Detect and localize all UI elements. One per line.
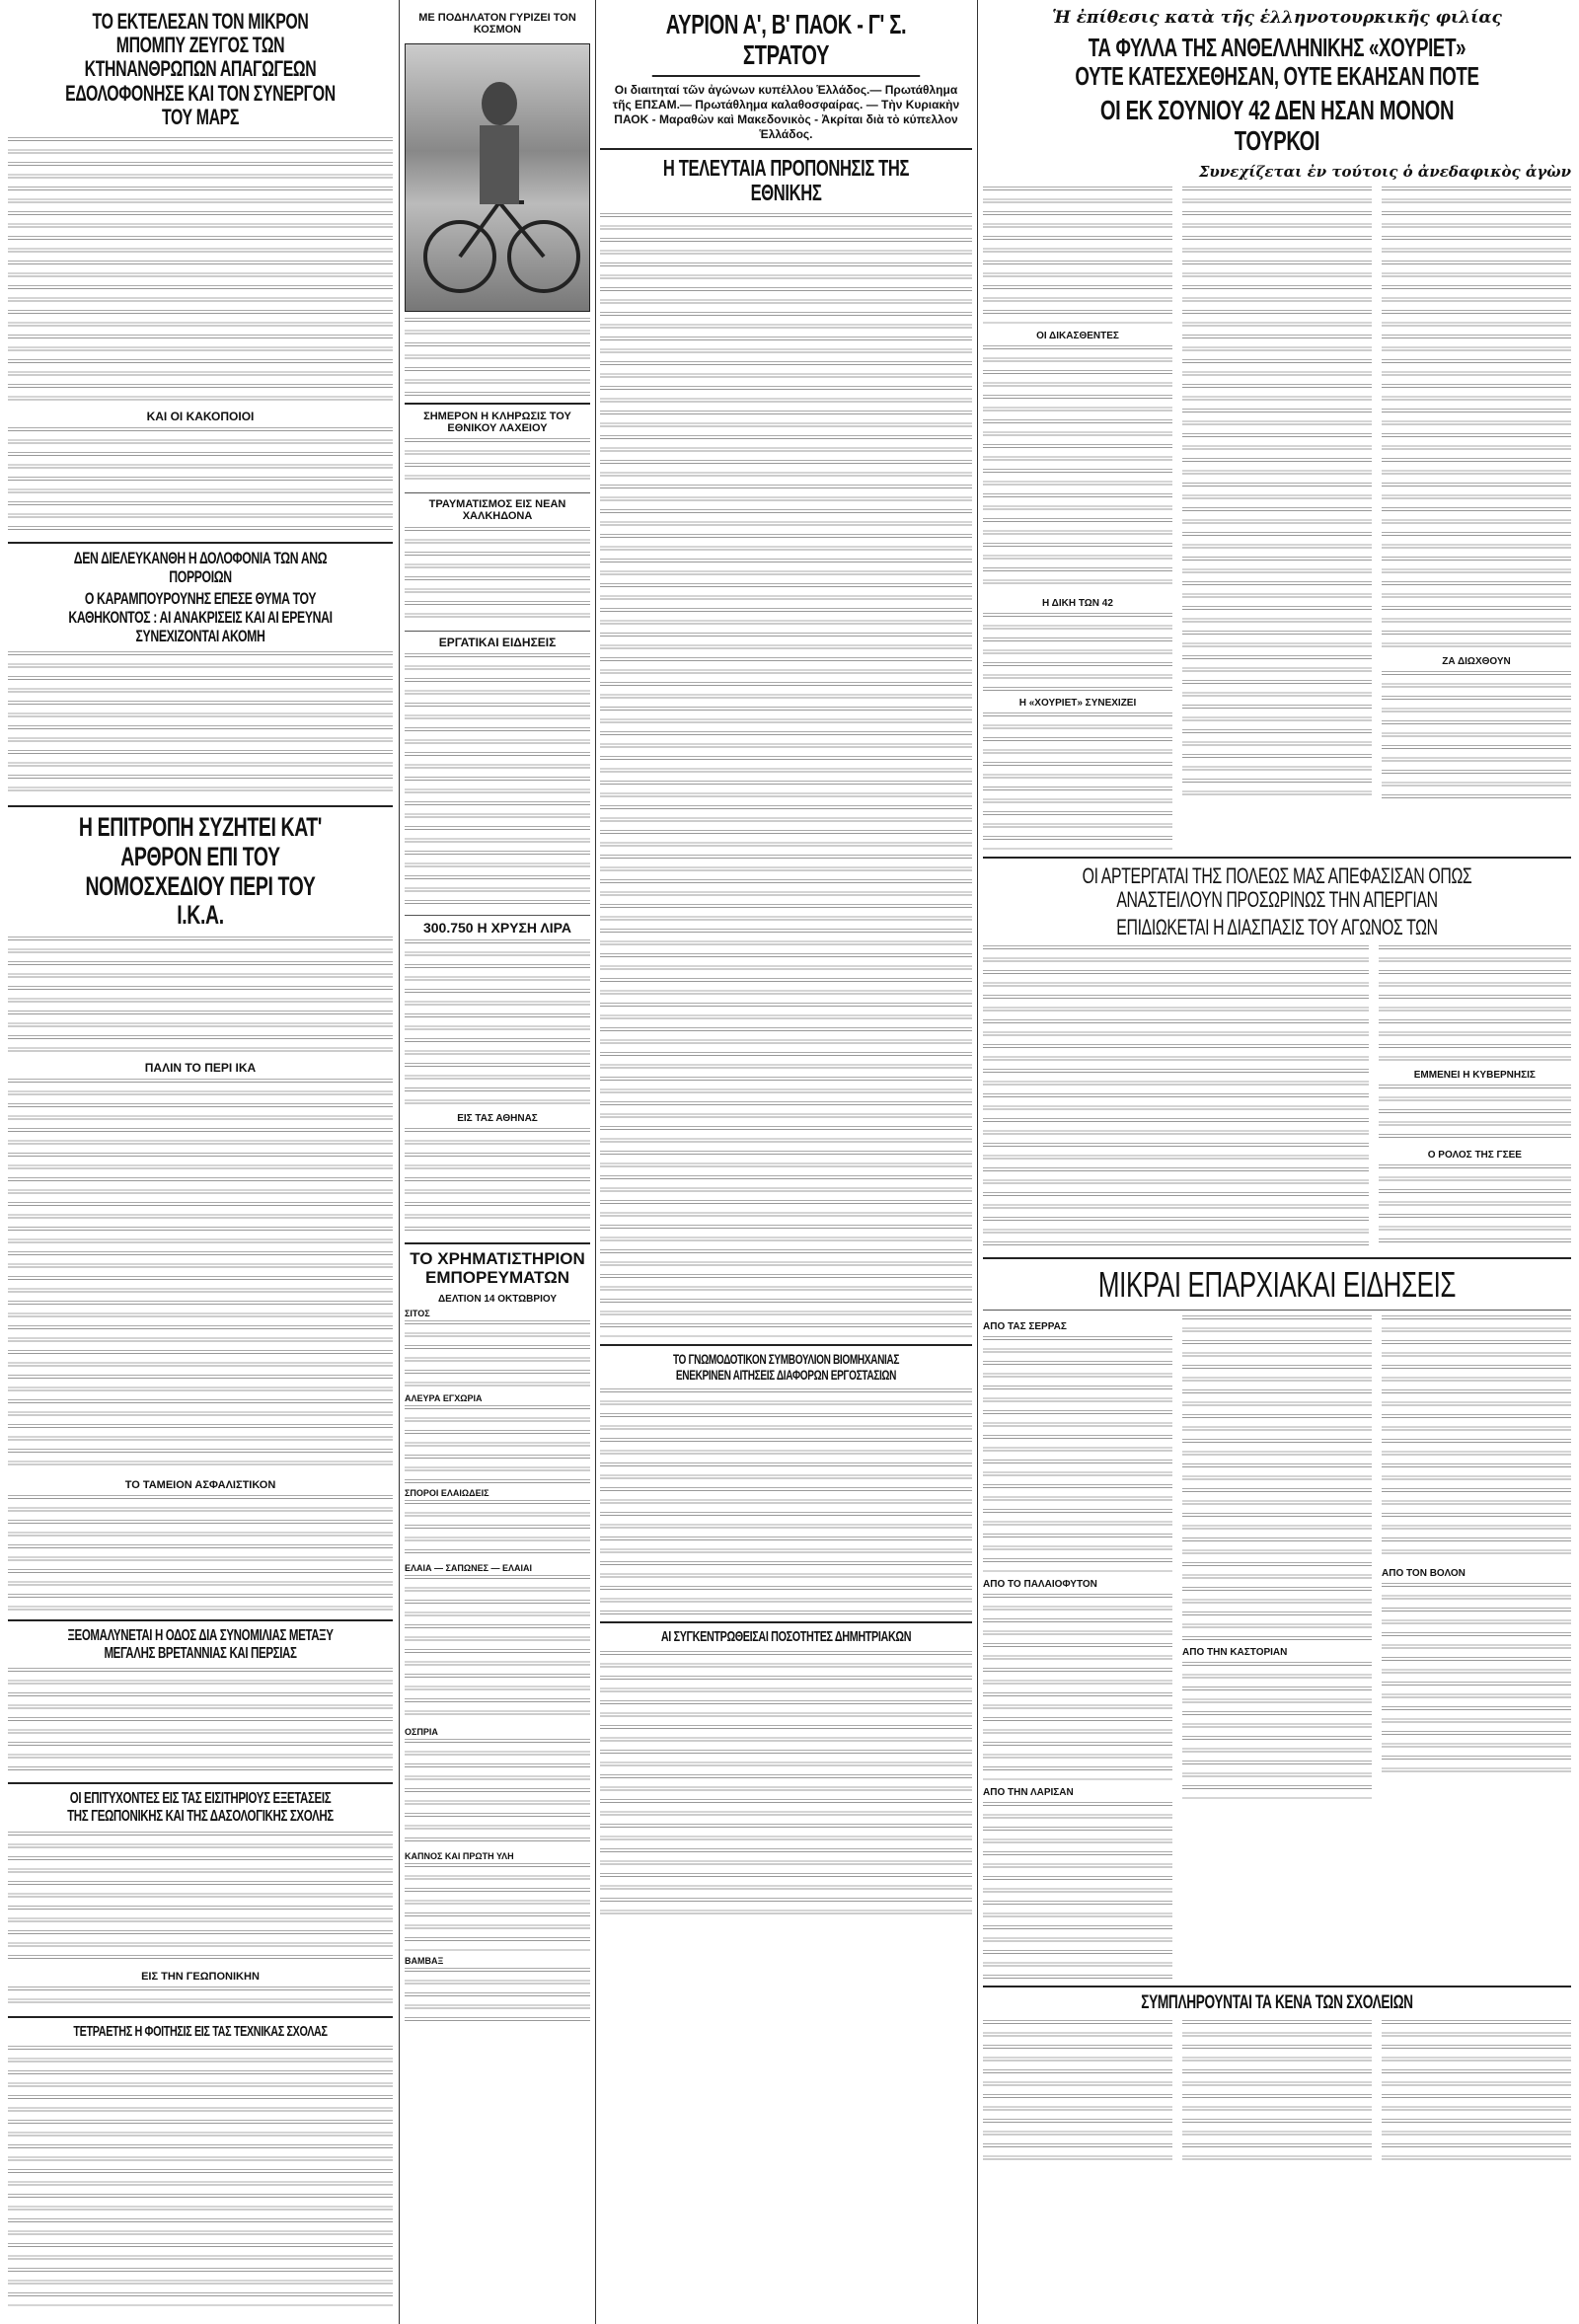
column-rule bbox=[977, 0, 978, 2324]
article-text bbox=[600, 213, 972, 1338]
article-text bbox=[8, 1668, 393, 1776]
article-text bbox=[8, 1832, 393, 1965]
market-table-rows bbox=[405, 1968, 590, 2027]
divider bbox=[405, 1242, 590, 1244]
headline-exams: ΟΙ ΕΠΙΤΥΧΟΝΤΕΣ ΕΙΣ ΤΑΣ ΕΙΣΙΤΗΡΙΟΥΣ ΕΞΕΤΑΣΕΙΣ ΤΗΣ ΓΕΩΠΟΝΙΚΗΣ ΚΑΙ ΤΗΣ ΔΑΣΟΛΟΓΙΚΗΣ ΣΧΟΛΗΣ bbox=[67, 1790, 334, 1825]
divider bbox=[405, 915, 590, 916]
region-heading: ΑΠΟ ΤΑΣ ΣΕΡΡΑΣ bbox=[983, 1320, 1067, 1332]
article-text bbox=[405, 653, 590, 910]
subhead: ΠΑΛΙΝ ΤΟ ΠΕΡΙ ΙΚΑ bbox=[144, 1061, 257, 1076]
article-text bbox=[600, 1651, 972, 1917]
divider bbox=[8, 1782, 393, 1784]
subhead: ΖΑ ΔΙΩΧΘΟΥΝ bbox=[1442, 655, 1511, 667]
column-1 bbox=[8, 0, 393, 2307]
headline-bakers-sub: ΕΠΙΔΙΩΚΕΤΑΙ Η ΔΙΑΣΠΑΣΙΣ ΤΟΥ ΑΓΩΝΟΣ ΤΩΝ bbox=[1116, 915, 1438, 940]
cyclist-icon bbox=[406, 44, 589, 309]
article-text bbox=[405, 939, 590, 1107]
market-table-title: ΑΛΕΥΡΑ ΕΓΧΩΡΙΑ bbox=[405, 1392, 483, 1403]
headline-bakers: ΟΙ ΑΡΤΕΡΓΑΤΑΙ ΤΗΣ ΠΟΛΕΩΣ ΜΑΣ ΑΠΕΦΑΣΙΣΑΝ ΟΠΩΣ ΑΝΑΣΤΕΙΛΟΥΝ ΠΡΟΣΩΡΙΝΩΣ ΤΗΝ ΑΠΕΡΓΙΑΝ bbox=[1082, 862, 1472, 912]
schools-article bbox=[983, 2020, 1571, 2168]
headline-bobby: ΤΟ ΕΚΤΕΛΕΣΑΝ ΤΟΝ ΜΙΚΡΟΝ ΜΠΟΜΠΥ ΖΕΥΓΟΣ ΤΩΝ ΚΤΗΝΑΝΘΡΩΠΩΝ ΑΠΑΓΩΓΕΩΝ ΕΔΟΛΟΦΟΝΗΣΕ ΚΑΙ ΤΟΝ ΣΥΝΕΡΓΟΝ ΤΟΥ ΜΑΡΣ bbox=[65, 9, 336, 129]
article-text bbox=[405, 527, 590, 626]
subhead: ΤΟ ΤΑΜΕΙΟΝ ΑΣΦΑΛΙΣΤΙΚΟΝ bbox=[124, 1479, 276, 1492]
cyclist-photo bbox=[405, 43, 590, 312]
photo-caption-text bbox=[405, 318, 590, 397]
article-text bbox=[8, 1495, 393, 1613]
divider bbox=[405, 631, 590, 632]
market-table-rows bbox=[405, 1500, 590, 1559]
market-table-rows bbox=[405, 1575, 590, 1723]
divider bbox=[983, 1986, 1571, 1987]
provincial-news bbox=[983, 1315, 1571, 1980]
bakers-article bbox=[983, 945, 1571, 1251]
column-2 bbox=[405, 0, 590, 2027]
market-table-rows bbox=[405, 1405, 590, 1484]
article-text bbox=[8, 137, 393, 404]
market-table-title: ΚΑΠΝΟΣ ΚΑΙ ΠΡΩΤΗ ΥΛΗ bbox=[405, 1850, 514, 1861]
subhead: ΔΕΛΤΙΟΝ 14 ΟΚΤΩΒΡΙΟΥ bbox=[437, 1293, 558, 1305]
column-rule bbox=[595, 0, 596, 2324]
article-text bbox=[8, 427, 393, 536]
article-column bbox=[1382, 187, 1571, 851]
headline-labor-news: ΕΡΓΑΤΙΚΑΙ ΕΙΔΗΣΕΙΣ bbox=[438, 635, 557, 649]
deck-hurriyet: Συνεχίζεται ἐν τούτοις ὁ ἀνεδαφικὸς ἀγὼν bbox=[1198, 162, 1571, 181]
divider bbox=[405, 403, 590, 405]
divider bbox=[983, 1310, 1571, 1311]
article-text bbox=[8, 937, 393, 1055]
divider bbox=[983, 1257, 1571, 1259]
headline-schools: ΣΥΜΠΛΗΡΟΥΝΤΑΙ ΤΑ ΚΕΝΑ ΤΩΝ ΣΧΟΛΕΙΩΝ bbox=[1141, 1991, 1413, 2013]
market-table-title: ΣΠΟΡΟΙ ΕΛΑΙΩΔΕΙΣ bbox=[405, 1487, 489, 1498]
market-table-title: ΒΑΜΒΑΞ bbox=[405, 1955, 444, 1966]
article-column bbox=[983, 187, 1172, 851]
headline-gold-pound: 300.750 Η ΧΡΥΣΗ ΛΙΡΑ bbox=[422, 919, 572, 936]
market-tables bbox=[405, 1309, 590, 2027]
subhead: Η «ΧΟΥΡΙΕΤ» ΣΥΝΕΧΙΖΕΙ bbox=[1018, 697, 1137, 709]
article-text bbox=[8, 2046, 393, 2307]
subhead: ΕΙΣ ΤΑΣ ΑΘΗΝΑΣ bbox=[457, 1113, 538, 1125]
headline-industry-council: ΤΟ ΓΝΩΜΟΔΟΤΙΚΟΝ ΣΥΜΒΟΥΛΙΟΝ ΒΙΟΜΗΧΑΝΙΑΣ ΕΝΕΚΡΙΝΕΝ ΑΙΤΗΣΕΙΣ ΔΙΑΦΟΡΩΝ ΕΡΓΟΣΤΑΣΙΩΝ bbox=[672, 1351, 900, 1383]
divider bbox=[600, 1344, 972, 1346]
subhead: ΕΙΣ ΤΗΝ ΓΕΩΠΟΝΙΚΗΝ bbox=[141, 1970, 260, 1983]
market-table-title: ΟΣΠΡΙΑ bbox=[405, 1726, 438, 1737]
column-rule bbox=[399, 0, 400, 2324]
sports-deck: Οι διαιτηταί τῶν ἀγώνων κυπέλλου Ἑλλάδος.— Πρωτάθλημα τῆς ΕΠΣΑΜ.— Πρωτάθλημα καλαθοσφαίρας. — Τὴν Κυριακὴν ΠΑΟΚ - Μαραθὼν καὶ Μακεδονικὸς - Ἀκρίται διὰ τὸ κύπελλον Ἑλλάδος. bbox=[612, 82, 960, 141]
divider bbox=[983, 857, 1571, 859]
column-3 bbox=[600, 0, 972, 1917]
headline-murder: ΔΕΝ ΔΙΕΛΕΥΚΑΝΘΗ Η ΔΟΛΟΦΟΝΙΑ ΤΩΝ ΑΝΩ ΠΟΡΡΟΙΩΝ bbox=[73, 548, 328, 586]
market-table-rows bbox=[405, 1320, 590, 1389]
market-table-rows bbox=[405, 1739, 590, 1847]
subhead: ΕΜΜΕΝΕΙ Η ΚΥΒΕΡΝΗΣΙΣ bbox=[1413, 1070, 1536, 1082]
article-text bbox=[405, 438, 590, 487]
subhead: ΟΙ ΔΙΚΑΣΘΕΝΤΕΣ bbox=[1036, 330, 1119, 341]
article-text bbox=[405, 1128, 590, 1237]
divider bbox=[8, 2016, 393, 2018]
divider bbox=[600, 148, 972, 150]
divider bbox=[600, 1621, 972, 1623]
article-text bbox=[8, 651, 393, 799]
article-text bbox=[8, 1987, 393, 2010]
divider bbox=[8, 1619, 393, 1621]
headline-paok: ΑΥΡΙΟΝ Α', Β' ΠΑΟΚ - Γ' Σ. ΣΤΡΑΤΟΥ bbox=[652, 10, 920, 77]
subhead: Ο ΡΟΛΟΣ ΤΗΣ ΓΣΕΕ bbox=[1427, 1150, 1522, 1162]
hurriyet-article bbox=[983, 187, 1571, 851]
photo-caption-title: ΜΕ ΠΟΔΗΛΑΤΟΝ ΓΥΡΙΖΕΙ ΤΟΝ ΚΟΣΜΟΝ bbox=[418, 12, 576, 37]
subhead: ΚΑΙ ΟΙ ΚΑΚΟΠΟΙΟΙ bbox=[146, 409, 255, 423]
region-heading: ΑΠΟ ΤΗΝ ΛΑΡΙΣΑΝ bbox=[983, 1786, 1074, 1798]
divider bbox=[8, 805, 393, 807]
headline-commodity-exchange: ΤΟ ΧΡΗΜΑΤΙΣΤΗΡΙΟΝ ΕΜΠΟΡΕΥΜΑΤΩΝ bbox=[410, 1249, 585, 1287]
region-heading: ΑΠΟ ΤΟ ΠΑΛΑΙΟΦΥΤΟΝ bbox=[983, 1578, 1097, 1590]
divider bbox=[8, 542, 393, 544]
headline-cereals: ΑΙ ΣΥΓΚΕΝΤΡΩΘΕΙΣΑΙ ΠΟΣΟΤΗΤΕΣ ΔΗΜΗΤΡΙΑΚΩΝ bbox=[660, 1627, 912, 1645]
headline-hurriyet: ΤΑ ΦΥΛΛΑ ΤΗΣ ΑΝΘΕΛΛΗΝΙΚΗΣ «ΧΟΥΡΙΕΤ» ΟΥΤΕ ΚΑΤΕΣΧΕΘΗΣΑΝ, ΟΥΤΕ ΕΚΑΗΣΑΝ ΠΟΤΕ bbox=[1075, 33, 1479, 91]
article-text bbox=[8, 1079, 393, 1473]
headline-injury: ΤΡΑΥΜΑΤΙΣΜΟΣ ΕΙΣ ΝΕΑΝ ΧΑΛΚΗΔΟΝΑ bbox=[428, 498, 566, 523]
headline-britain-persia: ΞΕΟΜΑΛΥΝΕΤΑΙ Η ΟΔΟΣ ΔΙΑ ΣΥΝΟΜΙΛΙΑΣ ΜΕΤΑΞΥ ΜΕΓΑΛΗΣ ΒΡΕΤΑΝΝΙΑΣ ΚΑΙ ΠΕΡΣΙΑΣ bbox=[67, 1627, 334, 1662]
region-heading: ΑΠΟ ΤΟΝ ΒΟΛΟΝ bbox=[1382, 1567, 1466, 1579]
article-column bbox=[1182, 187, 1372, 851]
subhead: Η ΔΙΚΗ ΤΩΝ 42 bbox=[1042, 597, 1113, 609]
divider bbox=[405, 492, 590, 493]
headline-ika: Η ΕΠΙΤΡΟΠΗ ΣΥΖΗΤΕΙ ΚΑΤ' ΑΡΘΡΟΝ ΕΠΙ ΤΟΥ ΝΟΜΟΣΧΕΔΙΟΥ ΠΕΡΙ ΤΟΥ Ι.Κ.Α. bbox=[78, 812, 323, 931]
market-table-title: ΣΙΤΟΣ bbox=[405, 1308, 430, 1318]
headline-technical-schools: ΤΕΤΡΑΕΤΗΣ Η ΦΟΙΤΗΣΙΣ ΕΙΣ ΤΑΣ ΤΕΧΝΙΚΑΣ ΣΧΟΛΑΣ bbox=[73, 2022, 328, 2040]
market-table-title: ΕΛΑΙΑ — ΣΑΠΩΝΕΣ — ΕΛΑΙΑΙ bbox=[405, 1562, 533, 1573]
column-4 bbox=[983, 0, 1571, 2168]
headline-national-team: Η ΤΕΛΕΥΤΑΙΑ ΠΡΟΠΟΝΗΣΙΣ ΤΗΣ ΕΘΝΙΚΗΣ bbox=[662, 154, 910, 205]
kicker-hurriyet: Ἡ ἐπίθεσις κατὰ τῆς ἑλληνοτουρκικῆς φιλίας bbox=[1052, 8, 1502, 28]
region-heading: ΑΠΟ ΤΗΝ ΚΑΣΤΟΡΙΑΝ bbox=[1182, 1646, 1288, 1658]
headline-sounion: ΟΙ ΕΚ ΣΟΥΝΙΟΥ 42 ΔΕΝ ΗΣΑΝ ΜΟΝΟΝ ΤΟΥΡΚΟΙ bbox=[1099, 95, 1455, 156]
article-text bbox=[600, 1388, 972, 1615]
headline-lottery: ΣΗΜΕΡΟΝ Η ΚΛΗΡΩΣΙΣ ΤΟΥ ΕΘΝΙΚΟΥ ΛΑΧΕΙΟΥ bbox=[423, 411, 571, 435]
market-table-rows bbox=[405, 1863, 590, 1952]
headline-murder-sub: Ο ΚΑΡΑΜΠΟΥΡΟΥΝΗΣ ΕΠΕΣΕ ΘΥΜΑ ΤΟΥ ΚΑΘΗΚΟΝΤΟΣ : ΑΙ ΑΝΑΚΡΙΣΕΙΣ ΚΑΙ ΑΙ ΕΡΕΥΝΑΙ ΣΥΝΕΧΙΖΟΝΤΑΙ ΑΚΟΜΗ bbox=[68, 589, 333, 645]
headline-provincial-news: ΜΙΚΡΑΙ ΕΠΑΡΧΙΑΚΑΙ ΕΙΔΗΣΕΙΣ bbox=[1097, 1264, 1457, 1306]
